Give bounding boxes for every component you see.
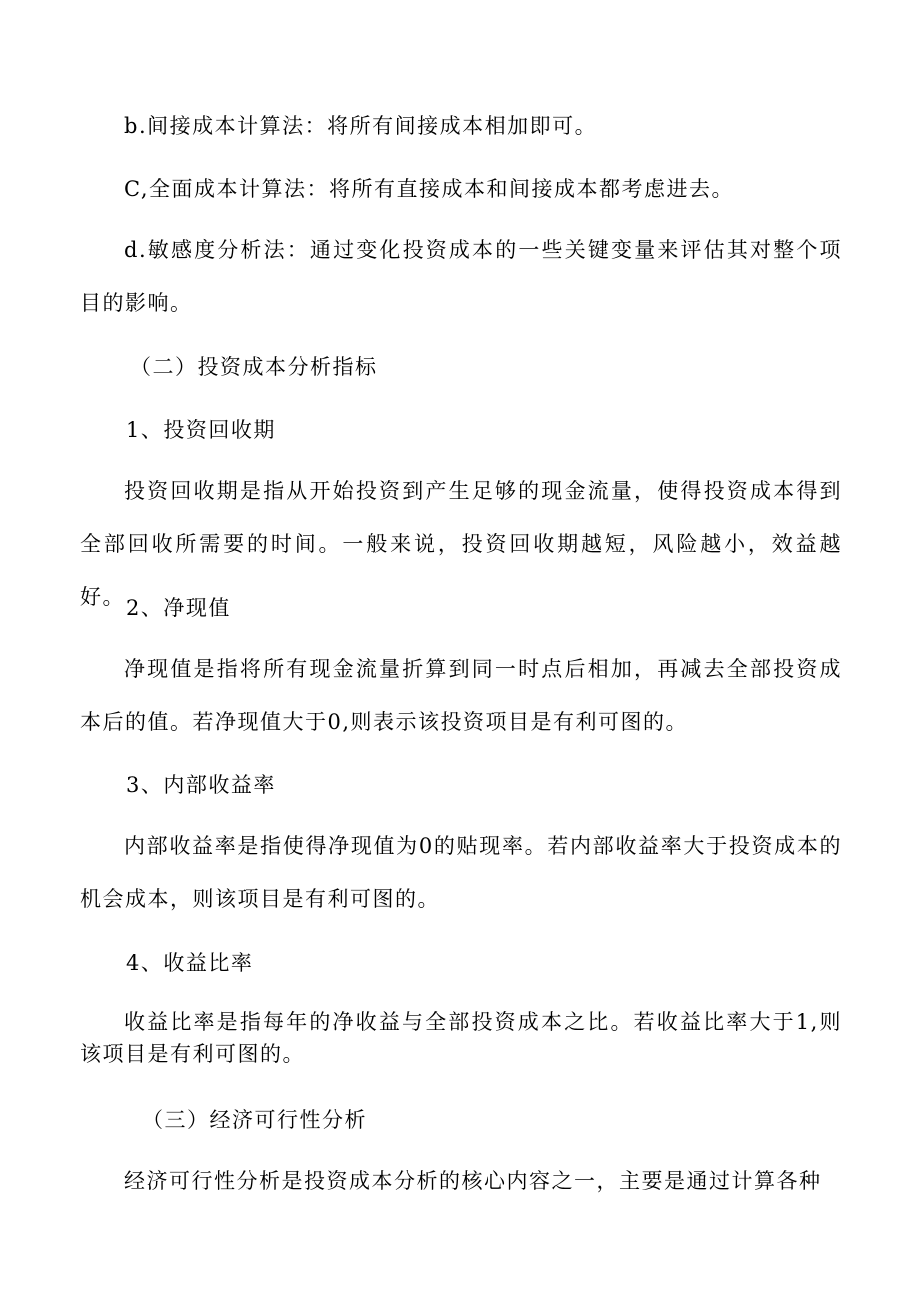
paragraph-full-cost-method: C,全面成本计算法：将所有直接成本和间接成本都考虑进去。 bbox=[124, 177, 734, 201]
paragraph-net-present-value: 净现值是指将所有现金流量折算到同一时点后相加，再减去全部投资成本后的值。若净现值大于0,则表示该投资项目是有利可图的。 bbox=[80, 657, 842, 734]
heading-payback-period: 1、投资回收期 bbox=[126, 418, 276, 442]
paragraph-indirect-cost-method: b.间接成本计算法：将所有间接成本相加即可。 bbox=[124, 114, 598, 138]
paragraph-payback-period: 投资回收期是指从开始投资到产生足够的现金流量，使得投资成本得到全部回收所需要的时间。一般来说，投资回收期越短，风险越小，效益越好。 bbox=[80, 479, 842, 609]
heading-internal-rate-of-return: 3、内部收益率 bbox=[126, 773, 276, 797]
paragraph-benefit-ratio: 收益比率是指每年的净收益与全部投资成本之比。若收益比率大于1,则该项目是有利可图的。 bbox=[80, 1010, 842, 1066]
heading-net-present-value: 2、净现值 bbox=[126, 596, 231, 620]
paragraph-sensitivity-analysis: d.敏感度分析法：通过变化投资成本的一些关键变量来评估其对整个项目的影响。 bbox=[80, 238, 842, 315]
heading-benefit-ratio: 4、收益比率 bbox=[126, 951, 254, 975]
section-title-investment-cost-indicators: （二）投资成本分析指标 bbox=[130, 355, 378, 379]
paragraph-internal-rate-of-return: 内部收益率是指使得净现值为0的贴现率。若内部收益率大于投资成本的机会成本，则该项目是有利可图的。 bbox=[80, 834, 842, 911]
section-title-economic-feasibility: （三）经济可行性分析 bbox=[142, 1108, 367, 1132]
paragraph-economic-feasibility: 经济可行性分析是投资成本分析的核心内容之一，主要是通过计算各种 bbox=[124, 1169, 822, 1193]
